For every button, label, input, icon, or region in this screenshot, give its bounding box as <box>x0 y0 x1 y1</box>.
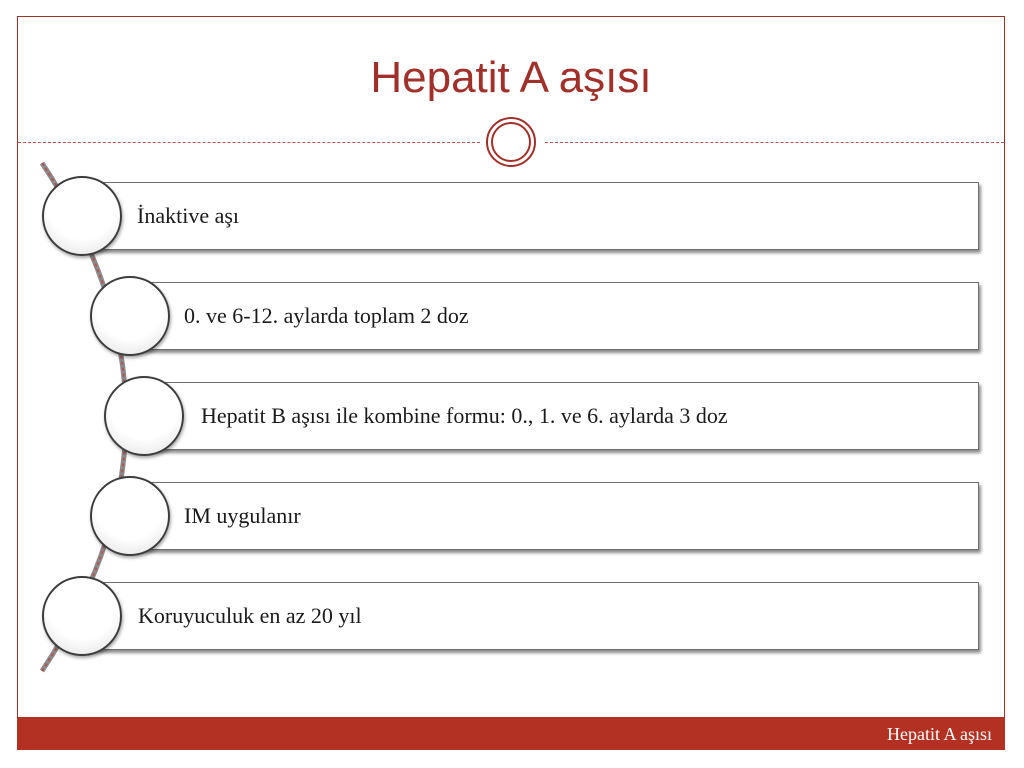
list-item-5-text: Koruyuculuk en az 20 yıl <box>138 603 362 628</box>
list-item-5-bullet <box>42 576 122 656</box>
footer-bar <box>17 717 1005 750</box>
list-item-1-text: İnaktive aşı <box>137 203 240 228</box>
list-item-3-text: Hepatit B aşısı ile kombine formu: 0., 1. ve 6. aylarda 3 doz <box>201 403 728 428</box>
list-item-2 <box>128 282 979 350</box>
list-item-3 <box>142 382 979 450</box>
list-item-1 <box>80 182 979 250</box>
slide-title: Hepatit A aşısı <box>370 53 652 102</box>
footer-title: Hepatit A aşısı <box>887 724 992 744</box>
list-item-2-bullet <box>90 276 170 356</box>
list-item-3-bullet <box>104 376 184 456</box>
list-item-1-bullet <box>42 176 122 256</box>
list-item-2-text: 0. ve 6-12. aylarda toplam 2 doz <box>184 303 469 328</box>
list-item-4-bullet <box>90 476 170 556</box>
list-item-5 <box>80 582 979 650</box>
list-item-4 <box>128 482 979 550</box>
list-item-4-text: IM uygulanır <box>184 503 301 528</box>
